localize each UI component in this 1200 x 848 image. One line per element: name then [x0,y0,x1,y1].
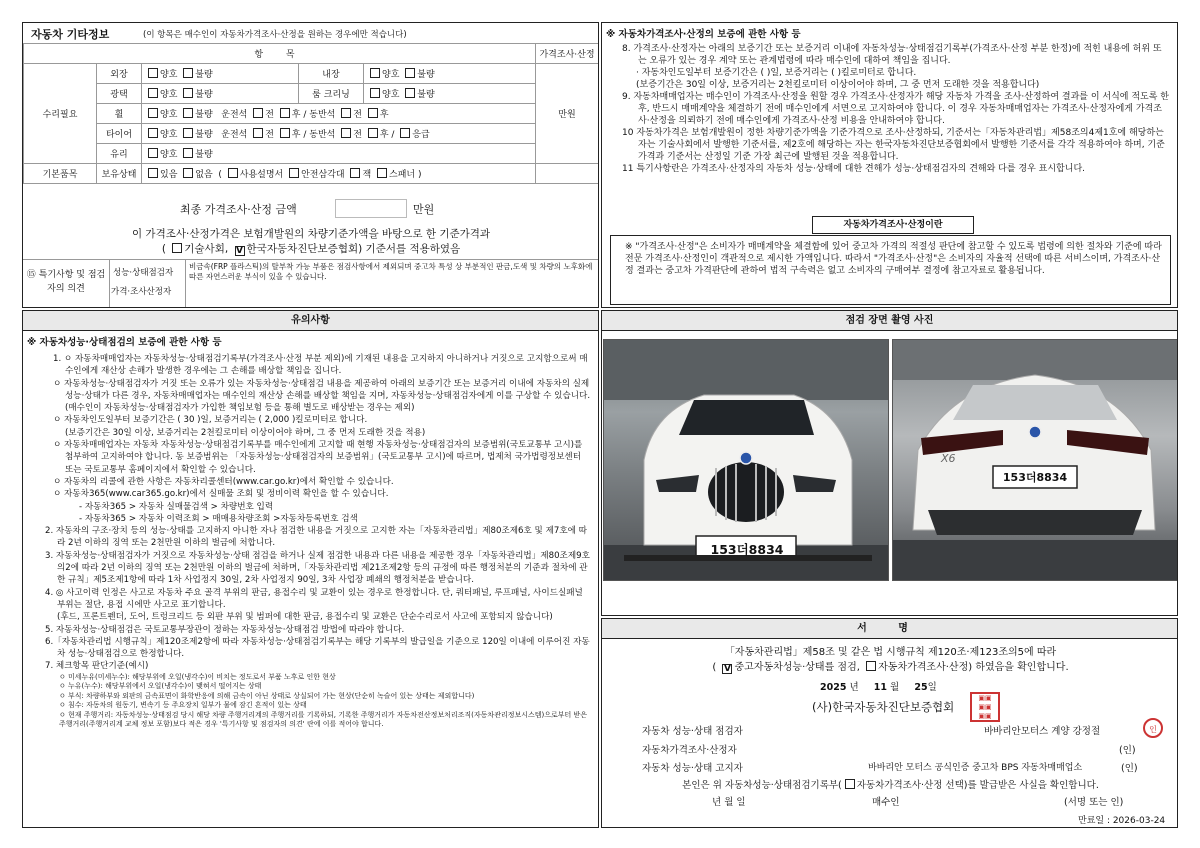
basic-yes-checkbox[interactable] [148,168,158,178]
signature-panel [601,618,1178,828]
gp-item8b: · 자동차인도일부터 보증기간은 ( )일, 보증거리는 ( )킬로미터로 합니다. [636,68,917,78]
expiry-date: 만료일 : 2026-03-24 [1078,816,1166,826]
wheel-pass-front-checkbox[interactable] [341,108,351,118]
buyer-sign: (서명 또는 인) [1064,797,1124,808]
notifier-value: 바바리안 모터스 공식인증 중고차 BPS 자동차매매업소 [868,763,1083,773]
sig-check1[interactable]: V [723,664,731,674]
roomclean-good-checkbox[interactable] [370,88,380,98]
roomclean-bad-checkbox[interactable] [405,88,415,98]
tire-pass-front-checkbox[interactable] [341,128,351,138]
glass-bad-checkbox[interactable] [183,148,193,158]
col-item-header: 항 목 [24,44,536,64]
association-stamp: ▣▣ ▣▣ ▣▣ [970,692,1000,722]
roomclean-label: 룸 크리닝 [299,84,364,104]
photos-panel [601,310,1178,616]
interior-label: 내장 [299,64,364,84]
car-rear-illustration [893,340,1177,580]
tire-bad-checkbox[interactable] [183,128,193,138]
tire-label: 타이어 [97,124,142,144]
gp-box [610,235,1171,305]
caution-item: 6.「자동차관리법 시행규칙」제120조제2항에 따라 자동차성능·상태점검기록부는 해당 기록부의 발급일을 기준으로 120일 이내에 이루어진 자동차 성능·상태점검으로 한정합니다. [45,636,590,660]
gloss-label: 광택 [97,84,142,104]
gp-item10: 10 자동차가격은 보험개발원이 정한 차량기준가액을 기준가격으로 조사·산정하되, 기준서는「자동차관리법」제58조의4제1호에 해당하는 자는 기술사회에서 발행한 기준서를, 제2호에 해당하는 자는 한국자동차진단보증협회에서 발행한 기준서를 각각 적용하여야 하며, 기준가격과 기준서는 산정일 기준 가장 최근에 발행된 것을 적용합니다. [622,128,1165,162]
signature-title: 서 명 [602,619,1177,639]
basic-no-checkbox[interactable] [183,168,193,178]
triangle-checkbox[interactable] [289,168,299,178]
glass-good-checkbox[interactable] [148,148,158,158]
criteria-item: ㅇ 부식: 차량하부와 외판의 금속표면이 화학반응에 의해 금속이 아닌 상태로 상실되어 가는 현상(단순히 녹슬어 있는 상태는 제외합니다) [59,691,475,700]
basic-options: 있음 없음 ( 사용설명서 안전삼각대 잭 스패너 ) [142,164,536,184]
price-inspector-seal: (인) [1119,745,1136,756]
notifier-label: 자동차 성능·상태 고지자 [642,763,743,774]
caution-item: (후드, 프론트펜더, 도어, 트렁크리드 등 외판 부위 및 범퍼에 대한 판금, 용접수리 및 교환은 단순수리로서 사고에 포함되지 않습니다) [57,612,553,623]
caution-item: 5. 자동차성능·상태점검은 국토교통부장관이 정하는 자동차성능·상태점검 방법에 따라야 합니다. [45,624,405,635]
caution-item: ㅇ 자동차인도일부터 보증기간은 ( 30 )일, 보증거리는 ( 2,000 )킬로미터로 합니다. [53,415,368,426]
gp-item8c: (보증기간은 30일 이상, 보증거리는 2천킬로미터 이상이어야 하며, 그 중 먼저 도래한 것을 적용합니다) [636,80,1040,90]
repair-label: 수리필요 [24,64,97,164]
basis-text: 이 가격조사·산정가격은 보험개발원의 차량기준가액을 바탕으로 한 기준가격과 [131,228,491,240]
criteria-item: ㅇ 침수: 자동차의 원동기, 변속기 등 주요장치 일부가 물에 잠긴 흔적이 있는 상태 [59,701,307,710]
wheel-options: 양호 불량 운전석 전 후 / 동반석 전 후 [142,104,536,124]
final-price-unit: 만원 [413,203,435,216]
inspector-seal: 인 [1143,718,1163,738]
caution-item: 1. ㅇ 자동차매매업자는 자동차성능·상태점검기록부(가격조사·산정 부분 제외)에 기재된 내용을 고지하지 아니하거나 거짓으로 고지함으로써 매수인에게 재산상 손해가 발생한 경우에는 그 손해를 배상할 책임을 집니다. [53,354,588,377]
signature-line1: 「자동차관리법」제58조 및 같은 법 시행규칙 제120조·제123조의5에 따라 [724,647,1057,658]
glass-label: 유리 [97,144,142,164]
caution-title: 유의사항 [23,311,598,331]
guarantee-price-title: ※ 자동차가격조사·산정의 보증에 관한 사항 등 [606,29,801,40]
roomclean-options: 양호 불량 [364,84,536,104]
signature-org: (사)한국자동차진단보증협회 [812,700,955,714]
exterior-label: 외장 [97,64,142,84]
inspector-value: 바바리안모터스 계양 강정절 [984,726,1101,737]
other-info-note: (이 항목은 매수인이 자동차가격조사·산정을 원하는 경우에만 적습니다) [143,30,407,40]
wheel-driver-rear-checkbox[interactable] [280,108,290,118]
criteria-item: ㅇ 누유(누수): 해당부위에서 오일(냉각수)이 맺혀서 떨어지는 상태 [59,682,262,691]
gp-item11: 11 특기사항란은 가격조사·산정자의 자동차 성능·상태에 대한 견해가 성능·상태점검자의 견해와 다를 경우 표시합니다. [622,164,1086,174]
other-info-table [23,43,599,184]
gloss-good-checkbox[interactable] [148,88,158,98]
gloss-bad-checkbox[interactable] [183,88,193,98]
wheel-driver-front-checkbox[interactable] [253,108,263,118]
special-label: ⑮ 특기사항 및 점검자의 의견 [26,270,106,294]
tire-good-checkbox[interactable] [148,128,158,138]
col-price-header: 가격조사·산정 [536,44,599,64]
buyer-label: 매수인 [872,797,900,808]
tire-driver-rear-checkbox[interactable] [280,128,290,138]
tire-pass-rear-checkbox[interactable] [368,128,378,138]
rear-plate: 153더8834 [1002,471,1068,484]
other-info-panel [22,22,599,308]
price-unit: 만원 [536,64,599,164]
caution-item: - 자동차365 > 자동차 실매물검색 > 차량번호 입력 [79,501,274,512]
guarantee-price-panel [601,22,1178,308]
basic-label: 기본품목 [24,164,97,184]
caution-panel [22,310,599,828]
caution-list [43,353,591,730]
signature-date: 2025 년 11 월 25일 [820,682,937,693]
caution-item: ㅇ 자동차365(www.car365.go.kr)에서 실매물 조회 및 정비이력 확인을 할 수 있습니다. [53,489,389,500]
caution-item: (보증기간은 30일 이상, 보증거리는 2천킬로미터 이상이어야 하며, 그 중 먼저 도래한 것을 적용) [65,427,426,438]
front-plate: 153더8834 [710,542,784,557]
final-price-input[interactable] [335,199,407,218]
basic-item-label: 보유상태 [97,164,142,184]
caution-item: 2. 자동차의 구조·장치 등의 성능·상태를 고지하지 아니한 자나 점검한 내용을 거짓으로 고지한 자는「자동차관리법」제80조제6호 및 제7호에 따라 2년 이하의 징역 또는 2천만원 이하의 벌금에 처합니다. [45,526,587,549]
wheel-bad-checkbox[interactable] [183,108,193,118]
basis-org2-checkbox[interactable]: V [236,246,244,256]
wheel-good-checkbox[interactable] [148,108,158,118]
spanner-checkbox[interactable] [377,168,387,178]
tire-driver-front-checkbox[interactable] [253,128,263,138]
caution-item: ㅇ 자동차의 리콜에 관한 사항은 자동차리콜센터(www.car.go.kr)에서 확인할 수 있습니다. [53,476,394,487]
final-price-row [23,198,599,220]
caution-item: - 자동차365 > 자동차 이력조회 > 매매용차량조회 >자동차등록번호 검색 [79,513,358,524]
caution-small-list [43,673,591,730]
model-badge: X6 [941,452,956,465]
gp-box-text: ※ "가격조사·산정"은 소비자가 매매계약을 체결함에 있어 중고차 가격의 적절성 판단에 참고할 수 있도록 법령에 의한 절차와 기준에 따라 전문 가격조사·산정인이 객관적으로 제시한 가액입니다. 따라서 "가격조사·산정"은 소비자의 자율적 선택에 따른 서비스이며, 가격조사·산정 결과는 중고차 가격판단에 관하여 법적 구속력은 없고 소비자의 구매여부 결정에 참고자료로 활용됩니다. [625,242,1162,276]
final-price-label: 최종 가격조사·산정 금액 [180,203,297,216]
basis-org1-checkbox[interactable] [172,243,182,253]
photos-title: 점검 장면 촬영 사진 [602,311,1177,331]
exterior-bad-checkbox[interactable] [183,68,193,78]
tire-options: 양호 불량 운전석 전 후 / 동반석 전 후 / 응급 [142,124,536,144]
perf-inspector-label: 성능·상태점검자 [113,268,174,278]
signature-check-line: ( V 중고자동차성능·상태를 점검, 자동차가격조사·산정) 하였음을 확인합니다. [712,662,1069,674]
receipt-line: 본인은 위 자동차성능·상태점검기록부( 자동차가격조사·산정 선택)를 발급받은 사실을 확인합니다. [682,780,1099,791]
buyer-date: 년 월 일 [712,797,746,808]
caution-subtitle: ※ 자동차성능·상태점검의 보증에 관한 사항 등 [27,337,222,348]
wheel-pass-rear-checkbox[interactable] [368,108,378,118]
price-inspector-label: 자동차가격조사·산정자 [642,745,737,756]
caution-item: 4. ◎ 사고이력 인정은 사고로 자동차 주요 골격 부위의 판금, 용접수리 및 교환이 있는 경우로 한정합니다. 단, 쿼터패널, 루프패널, 사이드실패널 부위는 절단, 용접 시에만 사고로 표기합니다. [45,587,583,610]
interior-bad-checkbox[interactable] [405,68,415,78]
exterior-options: 양호 불량 [142,64,299,84]
criteria-item: ㅇ 미세누유(미세누수): 해당부위에 오일(냉각수)이 비치는 정도로서 부품 노후로 인한 현상 [59,672,336,681]
gp-item9: 9. 자동차매매업자는 매수인이 가격조사·산정을 원할 경우 가격조사·산정자가 해당 자동차 가격을 조사·산정하여 결과를 이 서식에 적도록 한 후, 반드시 매매계약을 체결하기 전에 매수인에게 서면으로 고지하여야 합니다. 이 경우 자동차매매업자는 가격조사·산정자에게 가격조사·산정을 의뢰하기 전에 매수인에게 가격조사·산정 비용을 안내하여야 합니다. [622,92,1169,126]
exterior-good-checkbox[interactable] [148,68,158,78]
jack-checkbox[interactable] [350,168,360,178]
other-info-title: 자동차 기타정보 [31,28,110,41]
receipt-price-checkbox[interactable] [845,779,855,789]
caution-item: 7. 체크항목 판단기준(예시) [45,661,149,672]
car-rear-photo [892,339,1178,581]
caution-item: 3. 자동차성능·상태점검자가 거짓으로 자동차성능·상태 점검을 하거나 실제 점검한 내용과 다른 내용을 제공한 경우「자동차관리법」제80조제9호의2에 따라 2년 이하의 징역 또는 2천만원 이하의 벌금에 처하며,「자동차관리법 제21조제2항 등의 규정에 따른 행정처분의 기준과 절차에 관한 규칙」제5조제1항에 따라 1차 사업정지 30일, 2차 사업정지 90일, 3차 사업장 폐쇄의 행정처분을 받습니다. [45,550,590,586]
tire-emergency-checkbox[interactable] [400,128,410,138]
interior-good-checkbox[interactable] [370,68,380,78]
basis-orgs: ( 기술사회, V 한국자동차진단보증협회) 기준서를 적용하였음 [161,243,461,256]
gp-item8: 8. 가격조사·산정자는 아래의 보증기간 또는 보증거리 이내에 자동차성능·상태점검기록부(가격조사·산정 부분 한정)에 적힌 내용에 허위 또는 오류가 있는 경우 계약 또는 관계법령에 따라 매수인에 대하여 책임을 집니다. [622,44,1162,66]
gp-box-title: 자동차가격조사·산정이란 [812,216,974,234]
criteria-item: ㅇ 현재 주행거리: 자동차성능·상태점검 당시 해당 차량 주행거리계의 주행거리를 기록하되, 기록한 주행거리가 자동차전산정보처리조직(자동차관리정보시스템)으로부터 받은 주행거리(주행거리계 교체 정보 포함)보다 적은 경우 '특기사항 및 점검자의 의견' 란에 이를 적어야 합니다. [59,710,588,729]
wheel-label: 휠 [97,104,142,124]
caution-item: ㅇ 자동차성능·상태점검자가 거짓 또는 오류가 있는 자동차성능·상태점검 내용을 제공하여 아래의 보증기간 또는 보증거리 이내에 자동차의 실제 성능·상태가 다른 경우, 자동차매매업자는 매수인의 재산상 손해를 배상할 책임을 지며, 자동차성능·상태점검자에게 이를 구상할 수 있습니다.(매수인이 자동차성능·상태점검자가 가입한 책임보험 등을 통해 별도로 배상받는 경우는 제외) [53,378,591,414]
caution-item: ㅇ 자동차매매업자는 자동차 자동차성능·상태점검기록부를 매수인에게 고지할 때 현행 자동차성능·상태점검자의 보증범위(국토교통부 고시)를 첨부하여 고지하여야 합니다. 동 보증범위는 「자동차성능·상태점검자의 보증범위」(국토교통부 고시)에 따르며, 법제처 국가법령정보센터 또는 국토교통부 홈페이지에서 확인할 수 있습니다. [53,440,583,475]
notifier-seal: (인) [1121,763,1138,774]
perf-inspector-text: 비금속(FRP 플라스틱)의 탈부착 가능 부품은 점검사항에서 제외되며 중고차 특성 상 부분적인 판금,도색 및 차량의 노후화에 따른 자연스러운 부식이 있을 수 있습니다. [189,262,593,281]
sig-check2[interactable] [866,661,876,671]
inspector-label: 자동차 성능·상태 점검자 [642,726,743,737]
glass-options: 양호 불량 [142,144,536,164]
car-front-photo [603,339,889,581]
price-inspector-label: 가격·조사산정자 [111,287,172,297]
interior-options: 양호 불량 [364,64,536,84]
gloss-options: 양호 불량 [142,84,299,104]
manual-checkbox[interactable] [228,168,238,178]
